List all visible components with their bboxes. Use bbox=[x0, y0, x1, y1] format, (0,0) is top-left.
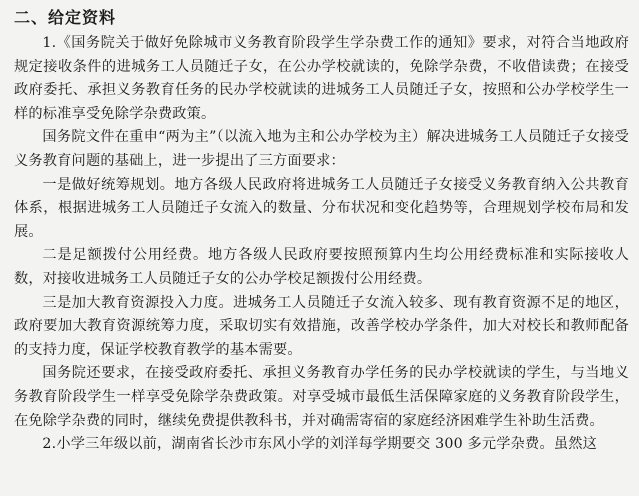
paragraph-requirement-three: 三是加大教育资源投入力度。进城务工人员随迁子女流入较多、现有教育资源不足的地区，政府要加大教育资源统筹力度，采取切实有效措施，改善学校办学条件，加大对校长和教师配备的支持力度，保证学校教育教学的基本需要。 bbox=[14, 294, 629, 358]
section-heading: 二、给定资料 bbox=[14, 8, 117, 27]
paragraph-requirement-one: 一是做好统筹规划。地方各级人民政府将进城务工人员随迁子女接受义务教育纳入公共教育体系，根据进城务工人员随迁子女流入的数量、分布状况和变化趋势等，合理规划学校布局和发展。 bbox=[14, 176, 629, 240]
paragraph-notice: 1.《国务院关于做好免除城市义务教育阶段学生学杂费工作的通知》要求，对符合当地政府规定接收条件的进城务工人员随迁子女，在公办学校就读的，免除学杂费，不收借读费；在接受政府委托、承担义务教育任务的民办学校就读的进城务工人员随迁子女，按照和公办学校学生一样的标准享受免除学杂费政策。 bbox=[14, 35, 629, 122]
paragraph-requirement-two: 二是足额拨付公用经费。地方各级人民政府要按照预算内生均公用经费标准和实际接收人数，对接收进城务工人员随迁子女的公办学校足额拨付公用经费。 bbox=[14, 247, 629, 287]
paragraph-two-mainly: 国务院文件在重申“两为主”（以流入地为主和公办学校为主）解决进城务工人员随迁子女接受义务教育问题的基础上，进一步提出了三方面要求： bbox=[14, 129, 629, 169]
paragraph-item-two: 2.小学三年级以前，湖南省长沙市东风小学的刘洋每学期要交 300 多元学杂费。虽然这 bbox=[42, 436, 597, 453]
paragraph-additional-requirement: 国务院还要求，在接受政府委托、承担义务教育办学任务的民办学校就读的学生，与当地义务教育阶段学生一样享受免除学杂费政策。对享受城市最低生活保障家庭的义务教育阶段学生，在免除学杂费的同时，继续免费提供教科书，并对确需寄宿的家庭经济困难学生补助生活费。 bbox=[14, 365, 629, 429]
